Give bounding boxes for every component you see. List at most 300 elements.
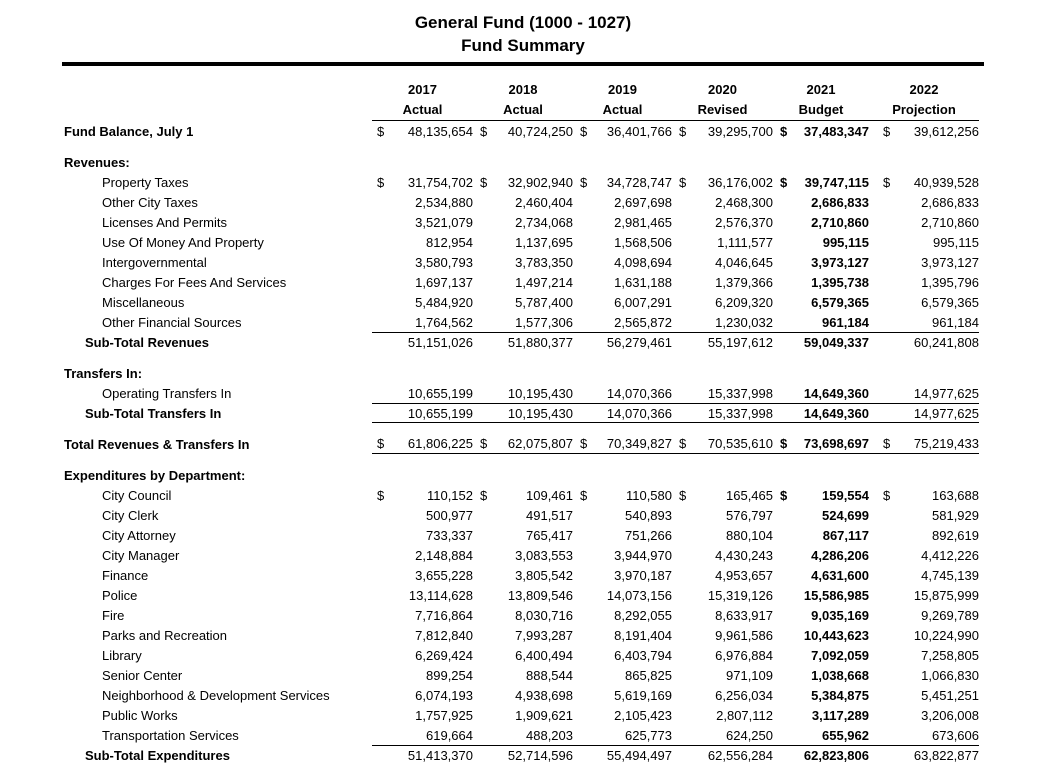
value-cell-2018 [473,705,573,725]
row-values [372,485,979,505]
value-cell-2018 [473,172,573,192]
value-cell-2017 [372,333,473,352]
value-text: 6,209,320 [715,294,773,310]
value-text: 7,258,805 [921,647,979,663]
table-row-charges-for-fees-and-services [64,272,1046,292]
table-row-licenses-and-permits [64,212,1046,232]
row-values [372,725,979,745]
row-values [372,192,979,212]
row-values [372,565,979,585]
value-cell-2019 [573,665,672,685]
value-text: 2,686,833 [811,194,869,210]
value-text: 1,631,188 [614,274,672,290]
value-text: 14,070,366 [606,405,672,421]
value-text: 15,319,126 [707,587,773,603]
table-row-neighborhood-and-development-services [64,685,1046,705]
value-text: 1,757,925 [415,707,473,723]
value-cell-2021 [773,685,869,705]
value-cell-2017 [372,172,473,192]
value-text: 5,619,169 [614,687,672,703]
row-label: Public Works [102,707,178,723]
value-cell-2019 [573,192,672,212]
value-text: 1,230,032 [715,314,773,330]
column-header-year-2019: 2019 [608,82,637,97]
value-cell-2022 [869,625,979,645]
value-cell-2020 [672,272,773,292]
value-text: 55,197,612 [707,335,773,350]
value-cell-2020 [672,545,773,565]
value-text: 2,710,860 [921,214,979,230]
value-text: 14,977,625 [913,405,979,421]
dollar-sign: $ [780,123,788,139]
value-text: 70,349,827 [606,436,672,451]
value-cell-2021 [773,705,869,725]
value-cell-2017 [372,312,473,332]
value-cell-2019 [573,383,672,403]
value-cell-2021 [773,485,869,505]
value-text: 6,579,365 [811,294,869,310]
value-cell-2017 [372,192,473,212]
value-cell-2018 [473,565,573,585]
value-cell-2017 [372,565,473,585]
value-cell-2020 [672,685,773,705]
value-cell-2018 [473,192,573,212]
value-cell-2019 [573,485,672,505]
value-cell-2017 [372,121,473,141]
value-text: 3,655,228 [415,567,473,583]
table-row-section-transfers-in [64,363,1046,383]
value-cell-2018 [473,665,573,685]
value-text: 867,117 [822,527,869,543]
row-values [372,332,979,352]
value-cell-2018 [473,505,573,525]
value-text: 624,250 [726,727,773,743]
dollar-sign: $ [480,436,488,451]
value-text: 491,517 [526,507,573,523]
value-text: 56,279,461 [606,335,672,350]
value-cell-2018 [473,121,573,141]
value-cell-2018 [473,525,573,545]
value-text: 73,698,697 [803,436,869,451]
value-text: 1,395,738 [811,274,869,290]
value-text: 109,461 [526,487,573,503]
value-cell-2019 [573,625,672,645]
column-header-type-2021: Budget [798,102,844,117]
value-cell-2021 [773,746,869,765]
value-cell-2019 [573,645,672,665]
value-cell-2018 [473,585,573,605]
value-text: 1,697,137 [415,274,473,290]
value-text: 159,554 [822,487,869,503]
row-label: City Attorney [102,527,176,543]
table-row-parks-and-recreation [64,625,1046,645]
row-label: Library [102,647,142,663]
value-text: 7,092,059 [811,647,869,663]
value-text: 892,619 [932,527,979,543]
row-values [372,434,979,454]
value-cell-2021 [773,252,869,272]
value-text: 6,579,365 [921,294,979,310]
value-text: 62,556,284 [707,748,773,763]
value-cell-2020 [672,404,773,422]
row-label: City Council [102,487,172,503]
value-text: 37,483,347 [803,123,869,139]
row-label: City Clerk [102,507,159,523]
value-cell-2019 [573,272,672,292]
value-cell-2021 [773,312,869,332]
value-text: 581,929 [932,507,979,523]
value-text: 15,875,999 [913,587,979,603]
value-cell-2018 [473,212,573,232]
value-text: 36,401,766 [606,123,672,139]
value-text: 5,484,920 [415,294,473,310]
value-text: 619,664 [426,727,473,743]
value-cell-2021 [773,725,869,745]
table-row-fund-balance-july-1 [64,121,1046,141]
value-text: 3,783,350 [515,254,573,270]
value-text: 971,109 [726,667,773,683]
value-cell-2018 [473,545,573,565]
value-cell-2021 [773,605,869,625]
column-header-year-2022: 2022 [909,82,939,97]
column-header-year-2017: 2017 [408,82,437,97]
row-values [372,645,979,665]
value-cell-2019 [573,404,672,422]
table-row-city-attorney [64,525,1046,545]
value-cell-2020 [672,605,773,625]
dollar-sign: $ [780,487,788,503]
table-body [64,121,1046,765]
value-text: 3,970,187 [614,567,672,583]
value-text: 7,993,287 [515,627,573,643]
value-text: 8,633,917 [715,607,773,623]
value-text: 1,568,506 [614,234,672,250]
value-text: 7,812,840 [415,627,473,643]
value-cell-2022 [869,333,979,352]
value-cell-2019 [573,312,672,332]
value-cell-2021 [773,404,869,422]
value-text: 48,135,654 [407,123,473,139]
value-cell-2022 [869,192,979,212]
value-cell-2020 [672,665,773,685]
value-text: 751,266 [625,527,672,543]
value-text: 55,494,497 [606,748,672,763]
value-cell-2022 [869,505,979,525]
value-text: 3,206,008 [921,707,979,723]
value-cell-2017 [372,404,473,422]
value-text: 59,049,337 [803,335,869,350]
value-text: 2,565,872 [614,314,672,330]
row-label: Other Financial Sources [102,314,242,330]
table-row-public-works [64,705,1046,725]
row-values [372,272,979,292]
value-cell-2021 [773,333,869,352]
value-cell-2020 [672,212,773,232]
row-label: Expenditures by Department: [64,467,246,483]
value-text: 4,430,243 [715,547,773,563]
dollar-sign: $ [679,436,687,451]
page-title: General Fund (1000 - 1027) [414,13,632,32]
value-cell-2022 [869,725,979,745]
value-cell-2019 [573,545,672,565]
value-cell-2022 [869,645,979,665]
value-cell-2019 [573,705,672,725]
value-text: 625,773 [625,727,672,743]
table-row-use-of-money-and-property [64,232,1046,252]
value-text: 961,184 [822,314,869,330]
value-text: 4,631,600 [811,567,869,583]
value-text: 2,468,300 [715,194,773,210]
dollar-sign: $ [883,436,891,451]
value-text: 2,148,884 [415,547,473,563]
value-text: 39,612,256 [913,123,979,139]
value-cell-2018 [473,252,573,272]
value-text: 4,286,206 [811,547,869,563]
value-text: 1,395,796 [921,274,979,290]
row-label: Licenses And Permits [102,214,228,230]
table-row-library [64,645,1046,665]
row-values [372,121,979,141]
value-text: 15,337,998 [707,385,773,401]
value-cell-2020 [672,645,773,665]
value-text: 15,586,985 [803,587,869,603]
column-header-year-2020: 2020 [708,82,737,97]
value-cell-2021 [773,665,869,685]
value-cell-2020 [672,232,773,252]
row-label: Intergovernmental [102,254,207,270]
dollar-sign: $ [480,174,488,190]
value-cell-2017 [372,525,473,545]
value-text: 110,580 [625,487,672,503]
value-text: 888,544 [526,667,573,683]
row-values [372,383,979,403]
value-cell-2022 [869,232,979,252]
row-values [372,403,979,423]
value-text: 4,938,698 [515,687,573,703]
value-text: 2,534,880 [415,194,473,210]
value-cell-2018 [473,383,573,403]
value-cell-2021 [773,545,869,565]
value-text: 52,714,596 [507,748,573,763]
row-values [372,172,979,192]
value-text: 4,745,139 [921,567,979,583]
value-text: 812,954 [426,234,473,250]
value-text: 880,104 [726,527,773,543]
value-cell-2022 [869,705,979,725]
value-text: 10,655,199 [407,385,473,401]
value-cell-2017 [372,485,473,505]
value-text: 8,292,055 [614,607,672,623]
row-values [372,232,979,252]
row-label: Neighborhood & Development Services [102,687,330,703]
value-cell-2018 [473,645,573,665]
value-text: 3,973,127 [921,254,979,270]
value-cell-2017 [372,232,473,252]
value-cell-2017 [372,585,473,605]
value-cell-2022 [869,685,979,705]
value-cell-2018 [473,333,573,352]
column-type-headers [372,100,979,121]
value-cell-2020 [672,434,773,453]
value-text: 14,649,360 [803,405,869,421]
value-cell-2022 [869,605,979,625]
dollar-sign: $ [377,174,385,190]
table-row-sub-total-revenues [64,332,1046,352]
title-divider [62,62,984,66]
value-text: 1,764,562 [415,314,473,330]
value-text: 61,806,225 [407,436,473,451]
value-text: 6,400,494 [515,647,573,663]
value-cell-2017 [372,605,473,625]
value-cell-2021 [773,625,869,645]
value-cell-2022 [869,172,979,192]
value-cell-2021 [773,565,869,585]
value-text: 4,953,657 [715,567,773,583]
value-text: 540,893 [625,507,672,523]
column-header-type-2018: Actual [503,102,543,117]
value-cell-2020 [672,383,773,403]
table-row-section-expenditures-by-department [64,465,1046,485]
value-text: 31,754,702 [407,174,473,190]
value-text: 2,460,404 [515,194,573,210]
value-cell-2021 [773,172,869,192]
row-label: Property Taxes [102,174,189,190]
value-cell-2017 [372,665,473,685]
value-text: 3,117,289 [811,707,869,723]
value-cell-2018 [473,685,573,705]
value-cell-2019 [573,505,672,525]
value-cell-2022 [869,272,979,292]
value-cell-2022 [869,746,979,765]
column-header-type-2022: Projection [892,102,956,117]
value-text: 62,823,806 [803,748,869,763]
value-text: 39,295,700 [707,123,773,139]
value-cell-2017 [372,292,473,312]
value-text: 14,073,156 [606,587,672,603]
row-label: Transportation Services [102,727,239,743]
table-row-miscellaneous [64,292,1046,312]
value-cell-2022 [869,121,979,141]
value-cell-2017 [372,272,473,292]
column-header-year-2021: 2021 [806,82,836,97]
value-cell-2017 [372,685,473,705]
value-text: 1,909,621 [515,707,573,723]
value-cell-2019 [573,232,672,252]
value-cell-2021 [773,645,869,665]
value-text: 1,379,366 [715,274,773,290]
row-values [372,745,979,765]
table-row-other-financial-sources [64,312,1046,332]
row-values [372,545,979,565]
value-cell-2017 [372,746,473,765]
value-text: 60,241,808 [913,335,979,350]
value-cell-2018 [473,605,573,625]
row-label: Senior Center [102,667,183,683]
row-label: Parks and Recreation [102,627,228,643]
value-text: 10,195,430 [507,405,573,421]
dollar-sign: $ [377,436,385,451]
value-cell-2019 [573,252,672,272]
row-label: Other City Taxes [102,194,198,210]
value-cell-2022 [869,383,979,403]
value-text: 5,451,251 [921,687,979,703]
row-label: Transfers In: [64,365,143,381]
dollar-sign: $ [377,487,385,503]
value-text: 4,098,694 [614,254,672,270]
table-row-city-council [64,485,1046,505]
table-row-sub-total-expenditures [64,745,1046,765]
table-row-transportation-services [64,725,1046,745]
value-cell-2020 [672,252,773,272]
value-cell-2022 [869,665,979,685]
value-cell-2021 [773,232,869,252]
column-header-type-2020: Revised [697,102,748,117]
value-cell-2019 [573,746,672,765]
row-label: Finance [102,567,149,583]
value-text: 51,151,026 [407,335,473,350]
value-cell-2019 [573,172,672,192]
row-label: Fire [102,607,125,623]
value-cell-2020 [672,746,773,765]
table-row-city-clerk [64,505,1046,525]
header-label-spacer [64,80,372,100]
value-cell-2020 [672,725,773,745]
value-text: 9,035,169 [811,607,869,623]
value-text: 14,649,360 [803,385,869,401]
value-cell-2022 [869,434,979,453]
value-cell-2017 [372,625,473,645]
value-cell-2017 [372,545,473,565]
table-row-operating-transfers-in [64,383,1046,403]
row-values [372,212,979,232]
value-text: 2,981,465 [614,214,672,230]
value-text: 3,521,079 [415,214,473,230]
value-cell-2018 [473,434,573,453]
value-cell-2022 [869,565,979,585]
value-text: 3,580,793 [415,254,473,270]
value-text: 488,203 [526,727,573,743]
value-text: 40,939,528 [913,174,979,190]
value-cell-2021 [773,585,869,605]
value-cell-2020 [672,525,773,545]
value-text: 961,184 [932,314,979,330]
value-text: 5,384,875 [811,687,869,703]
value-text: 3,944,970 [614,547,672,563]
value-cell-2020 [672,192,773,212]
value-text: 765,417 [526,527,573,543]
row-label: Sub-Total Transfers In [85,405,222,421]
value-cell-2019 [573,434,672,453]
dollar-sign: $ [580,487,588,503]
row-values [372,685,979,705]
value-text: 51,880,377 [507,335,573,350]
value-text: 6,074,193 [415,687,473,703]
value-cell-2020 [672,121,773,141]
row-values [372,525,979,545]
value-text: 3,973,127 [811,254,869,270]
dollar-sign: $ [580,174,588,190]
value-text: 36,176,002 [707,174,773,190]
dollar-sign: $ [580,123,588,139]
value-text: 163,688 [932,487,979,503]
column-header-year-2018: 2018 [508,82,538,97]
dollar-sign: $ [883,123,891,139]
row-values [372,625,979,645]
fund-summary-table [64,80,1046,765]
value-text: 62,075,807 [507,436,573,451]
row-label: Police [102,587,138,603]
value-text: 70,535,610 [707,436,773,451]
